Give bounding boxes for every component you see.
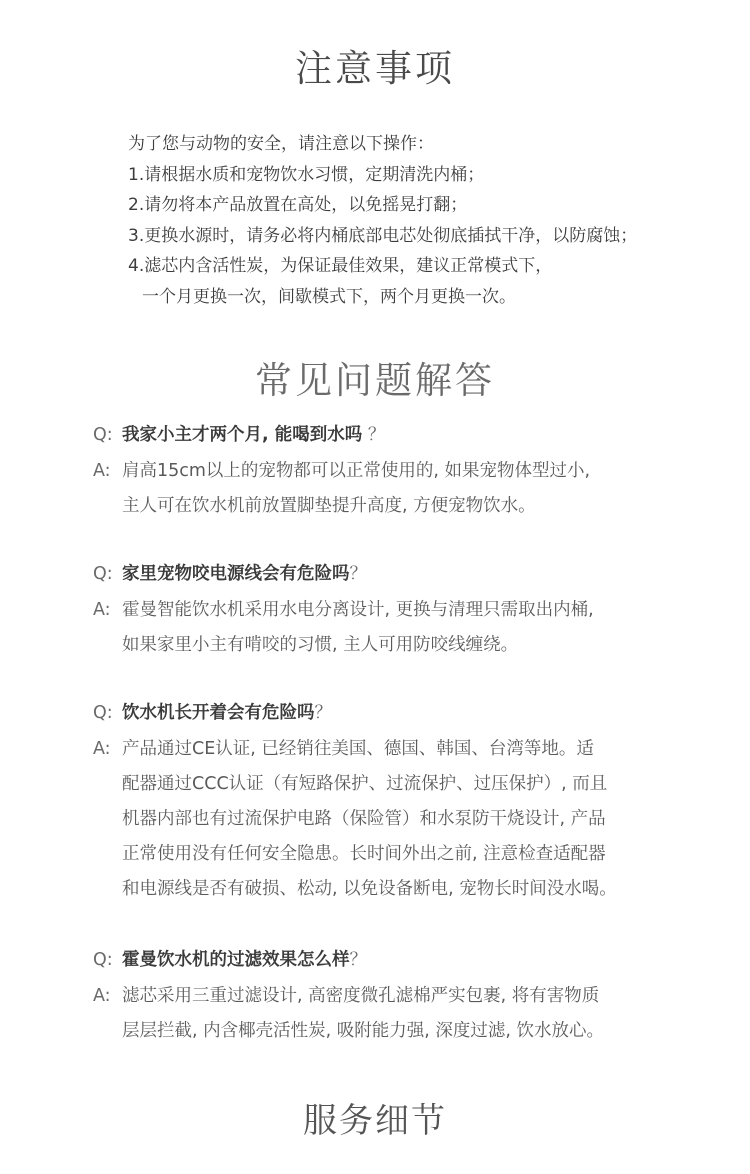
service-title: 服务细节 [303,1101,447,1141]
notice-title: 注意事项 [295,47,455,90]
answer-prefix: A: [93,461,111,481]
answer-prefix: A: [93,600,111,620]
question-mark: ？ [349,950,367,970]
faq-answer-line: 和电源线是否有破损、松动, 以免设备断电, 宠物长时间没水喝。 [122,879,617,899]
notice-item: 2.请勿将本产品放置在高处，以免摇晃打翻； [128,195,468,215]
faq-answer-line [93,593,713,628]
question-prefix: Q: [93,564,113,584]
faq-answer-line: 正常使用没有任何安全隐患。长时间外出之前, 注意检查适配器 [122,844,606,864]
question-text: 家里宠物咬电源线会有危险吗 [122,564,350,584]
faq-question [93,418,713,453]
faq-question [93,943,713,978]
notice-item: 4.滤芯内含活性炭，为保证最佳效果，建议正常模式下， [128,256,553,276]
question-prefix: Q: [93,950,113,970]
answer-prefix: A: [93,739,111,759]
answer-text: 产品通过CE认证, 已经销往美国、德国、韩国、台湾等地。适 [122,739,594,759]
notice-item-continued: 一个月更换一次，间歇模式下，两个月更换一次。 [142,286,516,307]
faq-item [93,696,713,907]
notice-item: 1.请根据水质和宠物饮水习惯，定期清洗内桶； [128,164,485,185]
question-text: 饮水机长开着会有危险吗 [122,703,315,723]
question-mark: ？ [349,564,367,584]
faq-item [93,943,713,1049]
faq-answer-line: 配器通过CCC认证（有短路保护、过流保护、过压保护）, 而且 [122,774,608,794]
answer-text: 肩高15cm以上的宠物都可以正常使用的, 如果宠物体型过小, [122,461,591,481]
faq-item [93,418,713,524]
question-text: 霍曼饮水机的过滤效果怎么样 [122,950,350,970]
faq-question [93,696,713,731]
answer-prefix: A: [93,986,111,1006]
faq-answer-line: 主人可在饮水机前放置脚垫提升高度, 方便宠物饮水。 [122,496,536,516]
faq-item [93,557,713,663]
faq-answer-line [93,454,713,489]
faq-answer-line: 如果家里小主有啃咬的习惯, 主人可用防咬线缠绕。 [122,635,519,655]
faq-answer-line [93,732,713,767]
answer-text: 滤芯采用三重过滤设计, 高密度微孔滤棉严实包裹, 将有害物质 [122,986,600,1006]
faq-answer-line: 层层拦截, 内含椰壳活性炭, 吸附能力强, 深度过滤, 饮水放心。 [122,1021,605,1041]
question-prefix: Q: [93,425,113,445]
faq-question [93,557,713,592]
question-mark: ？ [367,425,386,445]
answer-text: 霍曼智能饮水机采用水电分离设计, 更换与清理只需取出内桶, [122,600,594,620]
question-prefix: Q: [93,703,113,723]
faq-answer-line [93,979,713,1014]
faq-title: 常见问题解答 [255,359,495,402]
notice-item: 3.更换水源时，请务必将内桶底部电芯处彻底插拭干净，以防腐蚀； [128,225,638,246]
faq-answer-line: 机器内部也有过流保护电路（保险管）和水泵防干烧设计, 产品 [122,809,606,829]
question-text: 我家小主才两个月, 能喝到水吗 [122,425,363,445]
notice-intro: 为了您与动物的安全，请注意以下操作： [128,134,434,154]
question-mark: ？ [314,703,332,723]
notice-list [128,129,728,312]
